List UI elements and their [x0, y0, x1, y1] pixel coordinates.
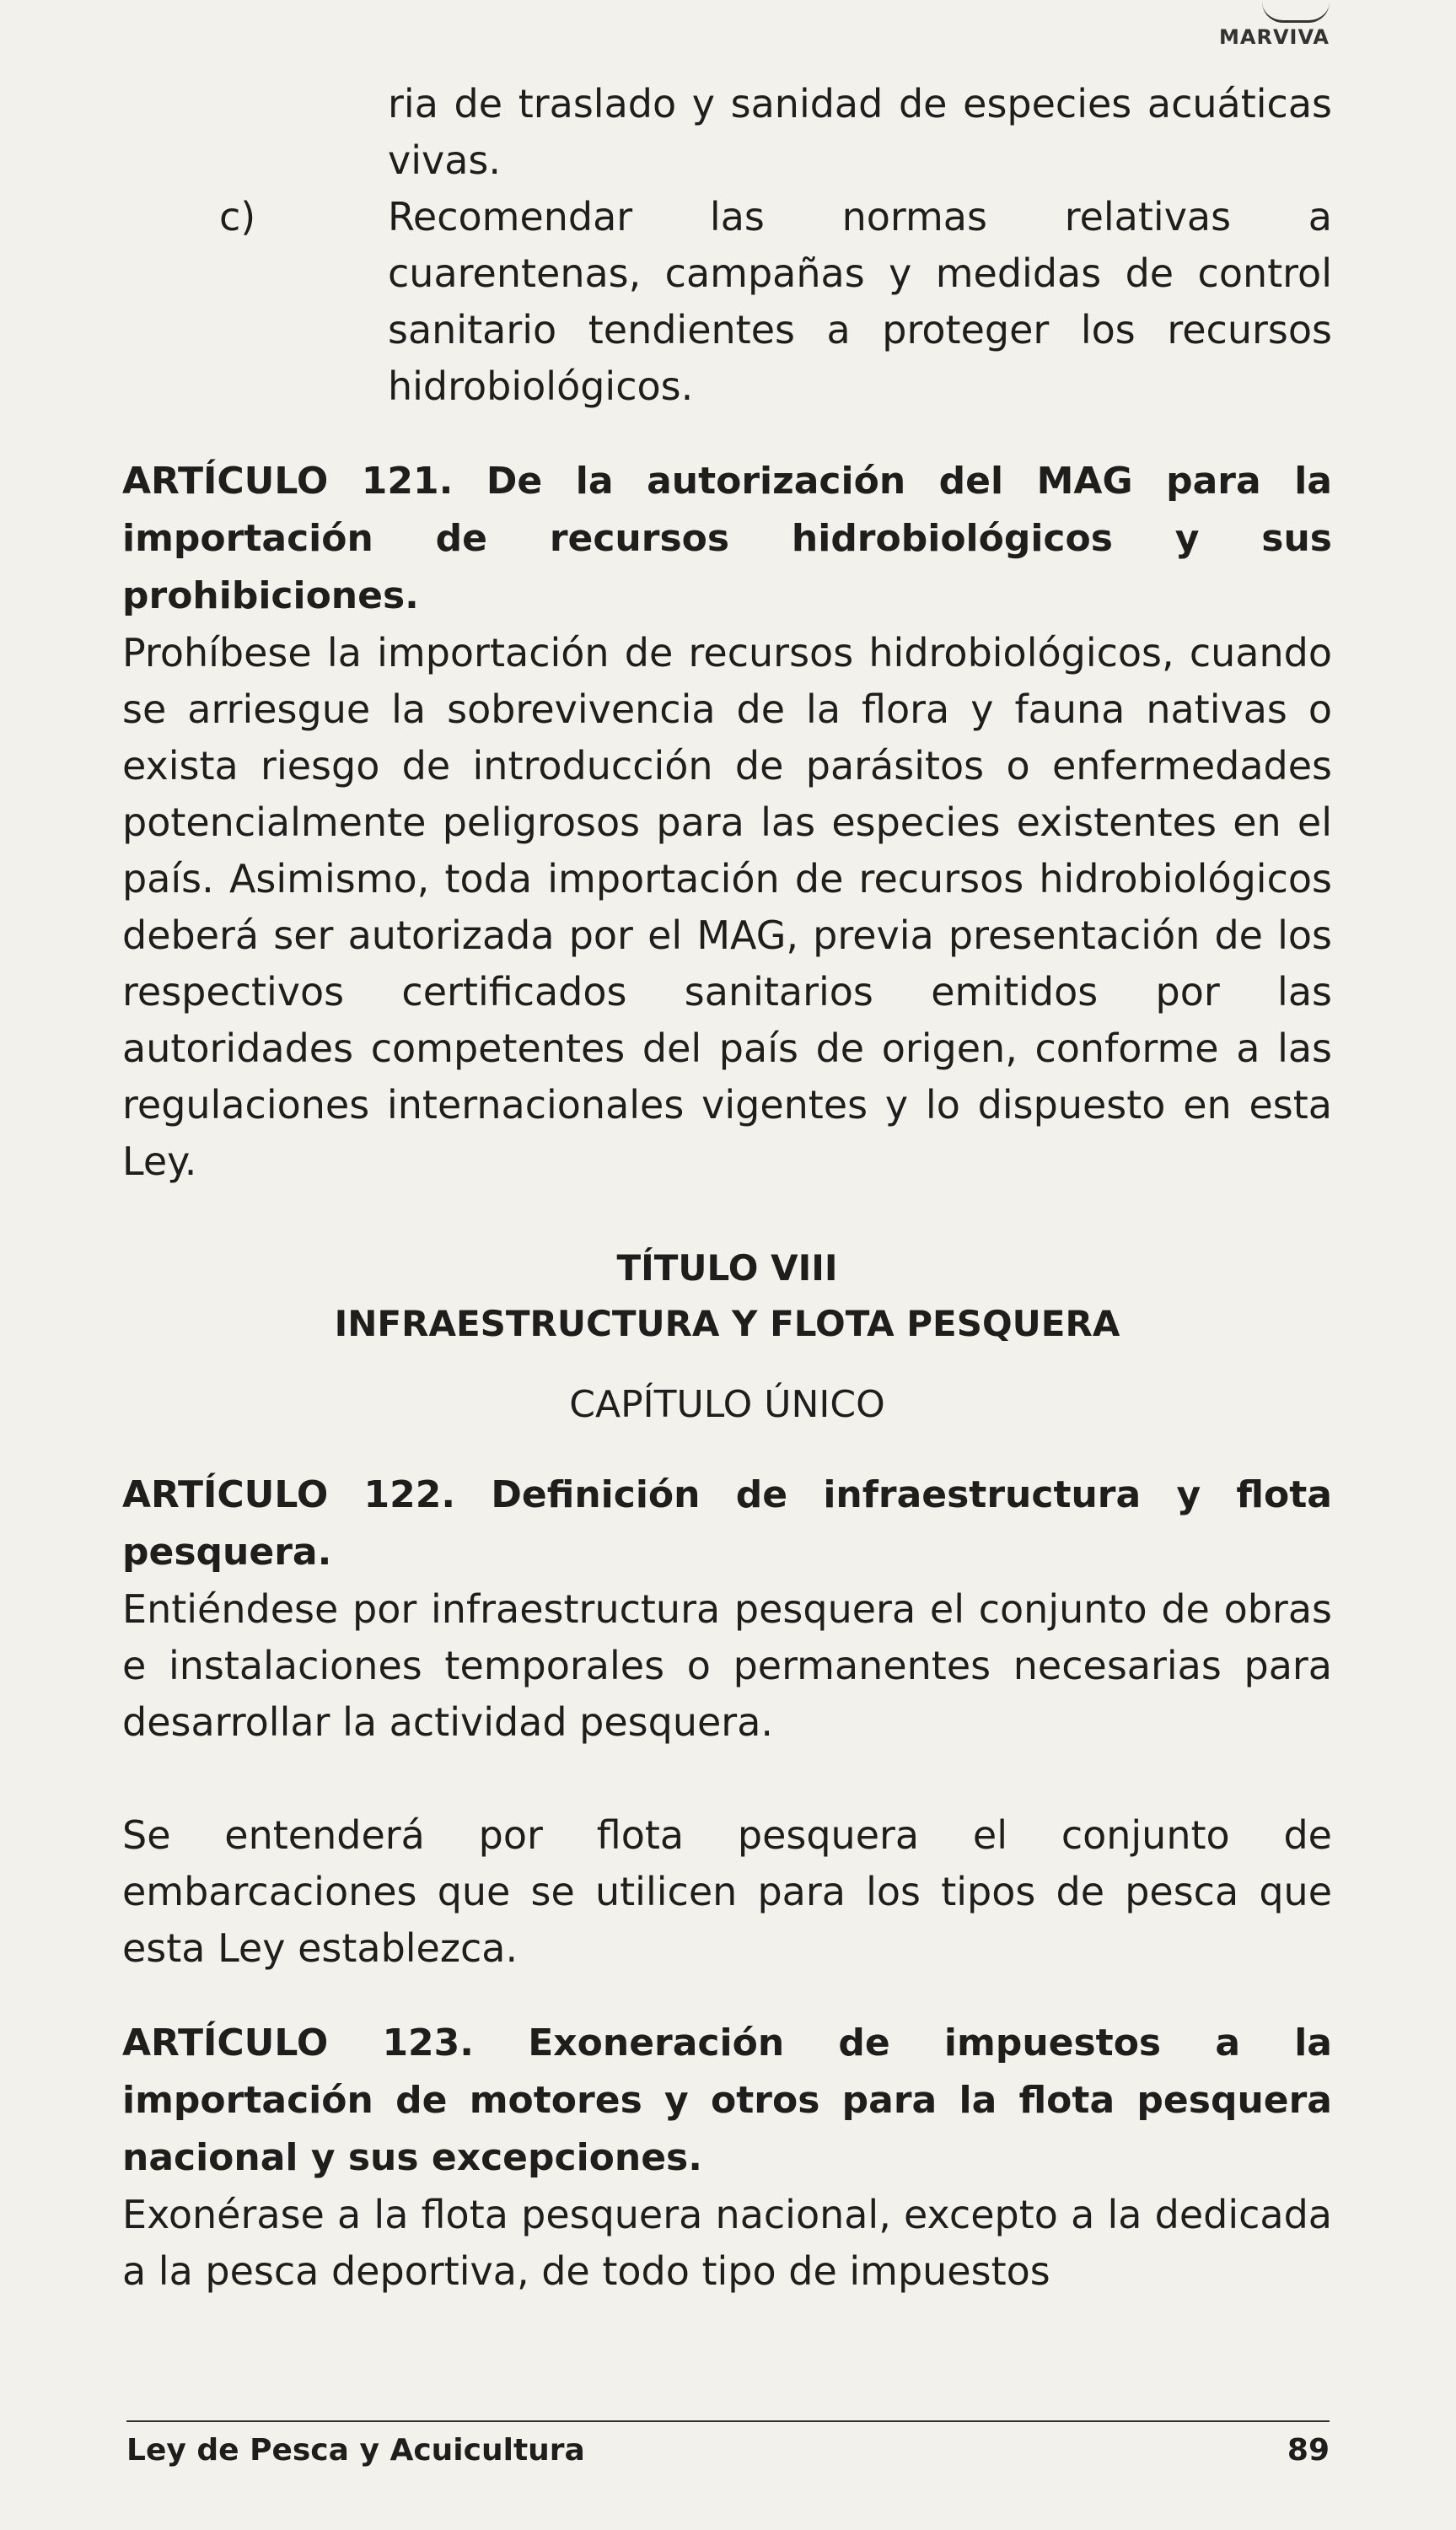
list-item-continuation: ria de traslado y sanidad de especies acuáticas vivas.: [388, 81, 1332, 183]
marviva-logo-icon: [1262, 2, 1330, 23]
footer-divider: [126, 2420, 1330, 2422]
article-122-body-2: Se entenderá por flota pesquera el conjunto de embarcaciones que se utilicen para los tipos de pesca que esta Ley establezca.: [122, 1812, 1332, 1971]
page-content: [122, 76, 1332, 2300]
brand-logo: MARVIVA: [1219, 25, 1330, 49]
title-heading: TÍTULO VIII: [616, 1247, 838, 1289]
article-123-body: Exonérase a la flota pesquera nacional, excepto a la dedicada a la pesca deportiva, de todo tipo de impuestos: [122, 2192, 1332, 2294]
page-number: 89: [1287, 2433, 1330, 2468]
article-122-heading: ARTÍCULO 122. Definición de infraestructura y flota pesquera.: [122, 1473, 1332, 1574]
list-item-c: [122, 189, 1332, 415]
chapter-heading: CAPÍTULO ÚNICO: [569, 1383, 885, 1426]
list-item-text: Recomendar las normas relativas a cuarentenas, campañas y medidas de control sanitario tendientes a proteger los recursos hidrobiológicos.: [388, 194, 1332, 409]
footer-book-title: Ley de Pesca y Acuicultura: [126, 2433, 585, 2468]
article-121-body: Prohíbese la importación de recursos hidrobiológicos, cuando se arriesgue la sobrevivencia de la flora y fauna nativas o exista riesgo de introducción de parásitos o enfermedades potencialmente peligrosos para las especies existentes en el país. Asimismo, toda importación de recursos hidrobiológicos deberá ser autorizada por el MAG, previa presentación de los respectivos certificados sanitarios emitidos por las autoridades competentes del país de origen, conforme a las regulaciones internacionales vigentes y lo dispuesto en esta Ley.: [122, 630, 1332, 1184]
article-121-heading: ARTÍCULO 121. De la autorización del MAG para la importación de recursos hidrobiológicos y sus prohibiciones.: [122, 460, 1332, 617]
article-123-heading: ARTÍCULO 123. Exoneración de impuestos a la importación de motores y otros para la flota pesquera nacional y sus excepciones.: [122, 2021, 1332, 2179]
article-122-body-1: Entiéndese por infraestructura pesquera el conjunto de obras e instalaciones temporales o permanentes necesarias para desarrollar la actividad pesquera.: [122, 1586, 1332, 1745]
title-subheading: INFRAESTRUCTURA Y FLOTA PESQUERA: [334, 1303, 1120, 1344]
list-item-label: c): [219, 194, 256, 240]
